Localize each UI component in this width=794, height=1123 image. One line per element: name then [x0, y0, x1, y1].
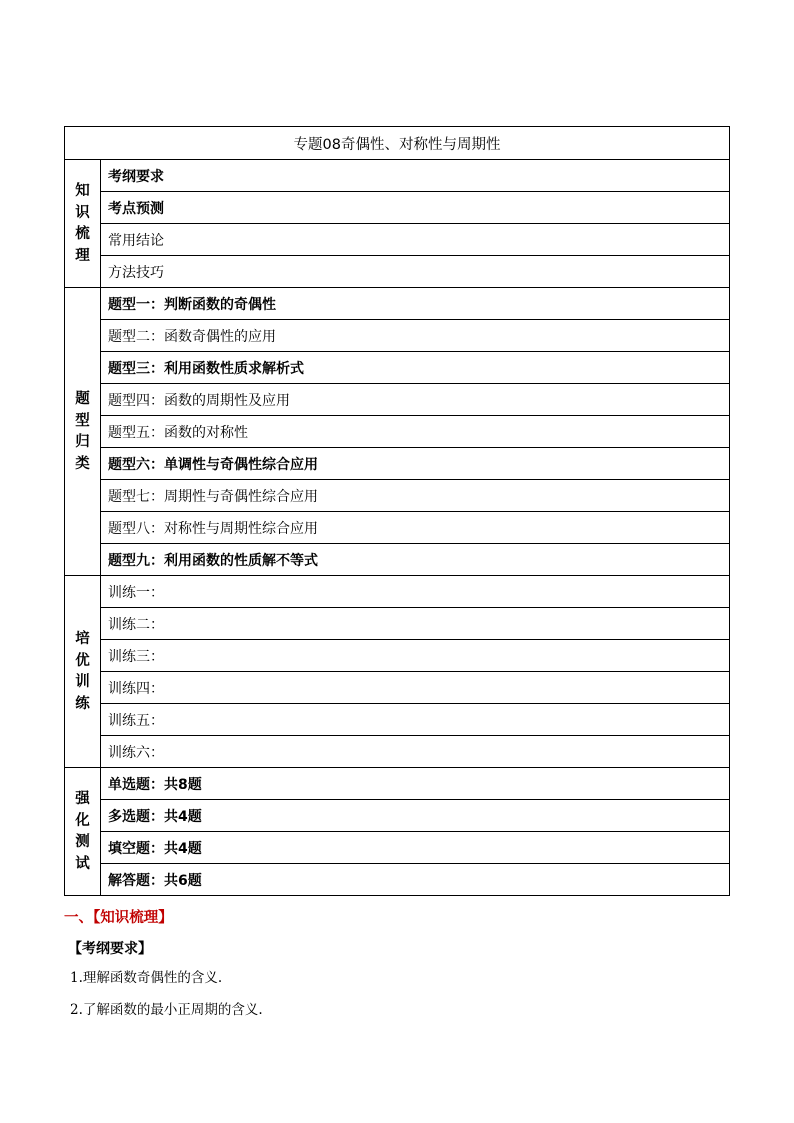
table-row: [65, 832, 730, 864]
outline-item: 解答题：共6题: [101, 864, 730, 896]
outline-item: 多选题：共4题: [101, 800, 730, 832]
table-row: [65, 768, 730, 800]
outline-item: 考纲要求: [101, 160, 730, 192]
table-title: 专题08奇偶性、对称性与周期性: [65, 127, 730, 160]
category-char: 试: [75, 855, 90, 872]
paragraph: 2.了解函数的最小正周期的含义.: [70, 1002, 263, 1018]
category-char: 知: [75, 183, 90, 199]
table-row: [65, 256, 730, 288]
title-row: [65, 127, 730, 160]
outline-item: 单选题：共8题: [101, 768, 730, 800]
section-heading-label: 【知识梳理】: [93, 910, 173, 926]
category-char: 梳: [75, 226, 90, 242]
outline-item: 训练六：: [101, 736, 730, 768]
section-heading-prefix: 一、: [64, 910, 93, 926]
outline-item: 题型七：周期性与奇偶性综合应用: [101, 480, 730, 512]
table-row: [65, 672, 730, 704]
outline-item: 方法技巧: [101, 256, 730, 288]
category-char: 优: [75, 652, 90, 669]
table-row: [65, 160, 730, 192]
outline-item: 题型五：函数的对称性: [101, 416, 730, 448]
outline-item: 题型二：函数奇偶性的应用: [101, 320, 730, 352]
outline-item: 题型四：函数的周期性及应用: [101, 384, 730, 416]
category-char: 题: [75, 391, 90, 407]
outline-item: 常用结论: [101, 224, 730, 256]
table-row: [65, 640, 730, 672]
table-row: [65, 544, 730, 576]
category-char: 型: [75, 412, 90, 429]
table-row: [65, 512, 730, 544]
table-row: [65, 864, 730, 896]
outline-item: 题型六：单调性与奇偶性综合应用: [101, 448, 730, 480]
outline-item: 训练三：: [101, 640, 730, 672]
outline-item: 题型八：对称性与周期性综合应用: [101, 512, 730, 544]
outline-body: [65, 127, 730, 896]
table-row: [65, 704, 730, 736]
category-cell: [65, 288, 101, 576]
paragraph: 1.理解函数奇偶性的含义.: [70, 970, 223, 986]
table-row: [65, 480, 730, 512]
table-row: [65, 800, 730, 832]
table-row: [65, 384, 730, 416]
outline-item: 训练五：: [101, 704, 730, 736]
category-char: 化: [75, 812, 90, 829]
category-char: 类: [75, 455, 90, 472]
outline-item: 题型九：利用函数的性质解不等式: [101, 544, 730, 576]
outline-item: 填空题：共4题: [101, 832, 730, 864]
sub-heading: 【考纲要求】: [68, 941, 152, 957]
category-cell: [65, 576, 101, 768]
outline-item: 训练二：: [101, 608, 730, 640]
table-row: [65, 288, 730, 320]
table-row: [65, 224, 730, 256]
category-char: 训: [75, 674, 90, 690]
category-cell: [65, 160, 101, 288]
table-row: [65, 192, 730, 224]
category-char: 识: [75, 204, 90, 221]
table-row: [65, 320, 730, 352]
category-char: 测: [75, 834, 90, 850]
outline-item: 题型三：利用函数性质求解析式: [101, 352, 730, 384]
category-cell: [65, 768, 101, 896]
category-char: 理: [75, 247, 90, 264]
table-row: [65, 736, 730, 768]
section-heading: [64, 906, 173, 927]
table-row: [65, 352, 730, 384]
table-row: [65, 448, 730, 480]
table-row: [65, 608, 730, 640]
outline-item: 考点预测: [101, 192, 730, 224]
outline-table: [64, 126, 730, 896]
category-char: 培: [75, 631, 90, 647]
category-char: 练: [75, 695, 90, 712]
table-row: [65, 416, 730, 448]
table-row: [65, 576, 730, 608]
outline-item: 题型一：判断函数的奇偶性: [101, 288, 730, 320]
outline-item: 训练一：: [101, 576, 730, 608]
category-char: 归: [75, 434, 90, 450]
category-char: 强: [75, 791, 90, 807]
outline-item: 训练四：: [101, 672, 730, 704]
